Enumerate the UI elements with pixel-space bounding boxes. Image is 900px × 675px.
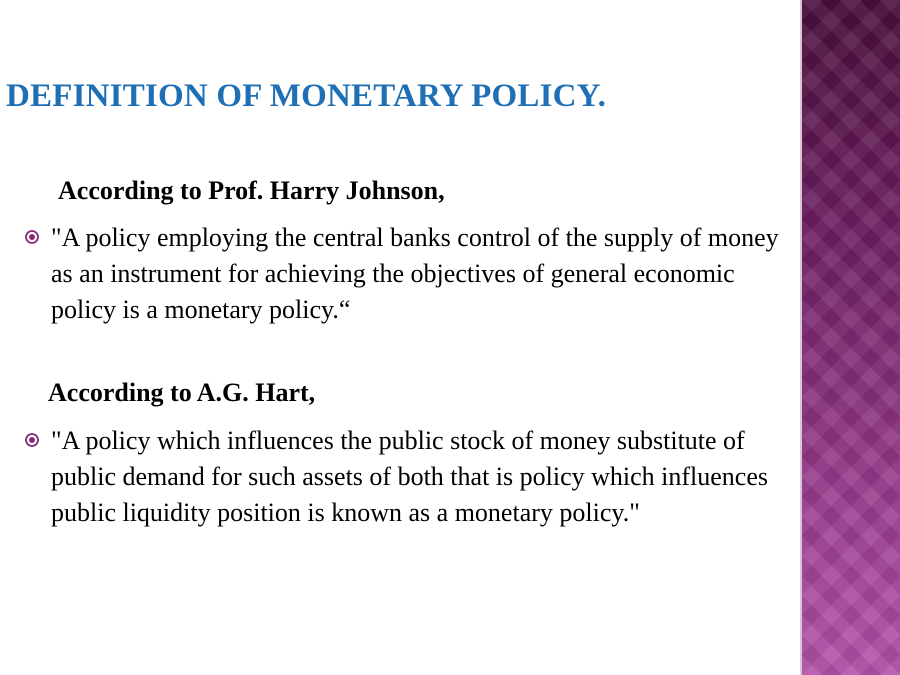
quote-johnson: "A policy employing the central banks control of the supply of money as an instrument for achieving the objectives of general economic policy is a monetary policy.“ bbox=[51, 223, 779, 324]
decorative-side-band bbox=[802, 0, 900, 675]
attribution-hart: According to A.G. Hart, bbox=[48, 378, 316, 407]
slide-title: DEFINITION OF MONETARY POLICY. bbox=[6, 78, 607, 114]
circled-dot-icon bbox=[24, 229, 40, 245]
bullet-item-hart bbox=[24, 423, 784, 531]
circled-dot-icon bbox=[24, 432, 40, 448]
attribution-johnson: According to Prof. Harry Johnson, bbox=[58, 176, 445, 205]
bullet-item-johnson bbox=[24, 220, 784, 328]
quote-hart: "A policy which influences the public stock of money substitute of public demand for such assets of both that is policy which influences public liquidity position is known as a monetary policy." bbox=[51, 426, 769, 527]
